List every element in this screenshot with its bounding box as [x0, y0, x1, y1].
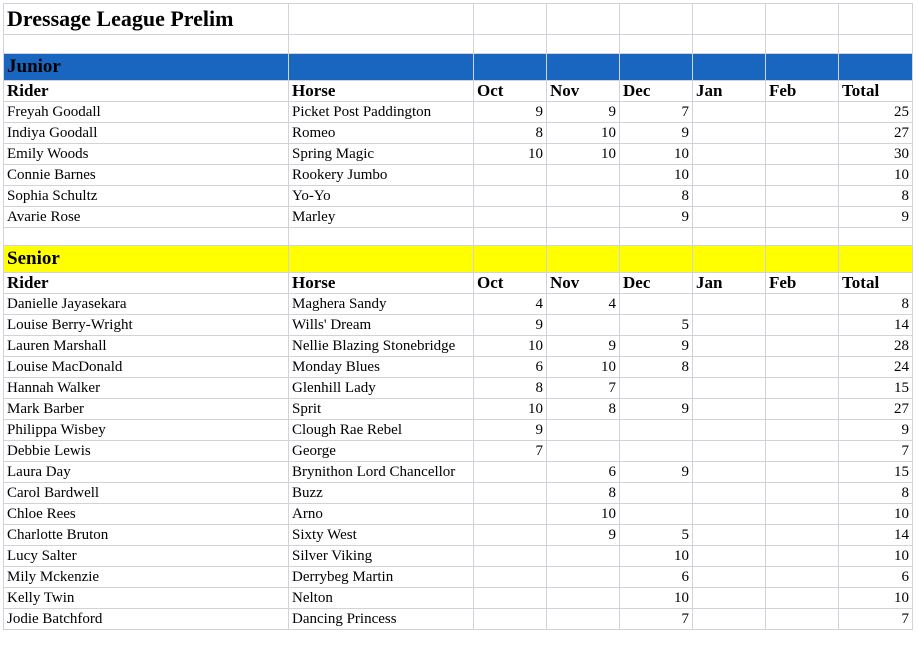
cell-oct[interactable]	[474, 483, 547, 504]
table-row	[4, 567, 913, 588]
cell-jan[interactable]	[693, 399, 766, 420]
cell-feb[interactable]	[766, 588, 839, 609]
cell-nov[interactable]: 10	[547, 357, 620, 378]
table-row	[4, 546, 913, 567]
cell-horse[interactable]: Maghera Sandy	[289, 294, 474, 315]
cell-feb[interactable]	[766, 609, 839, 630]
cell-jan[interactable]	[693, 483, 766, 504]
cell-horse[interactable]: Brynithon Lord Chancellor	[289, 462, 474, 483]
cell-oct[interactable]	[474, 609, 547, 630]
cell-rider[interactable]: Laura Day	[4, 462, 289, 483]
cell-dec[interactable]: 6	[620, 567, 693, 588]
table-row	[4, 102, 913, 123]
cell-horse[interactable]: Picket Post Paddington	[289, 102, 474, 123]
cell-dec[interactable]: 8	[620, 186, 693, 207]
cell-feb[interactable]	[766, 504, 839, 525]
cell-feb[interactable]	[766, 546, 839, 567]
cell-feb[interactable]	[766, 420, 839, 441]
cell[interactable]	[766, 35, 839, 54]
cell-horse[interactable]: Sprit	[289, 399, 474, 420]
cell-feb[interactable]	[766, 567, 839, 588]
cell[interactable]	[547, 4, 620, 35]
column-header-dec[interactable]: Dec	[620, 81, 693, 102]
cell[interactable]	[839, 54, 913, 81]
cell-total[interactable]: 24	[839, 357, 913, 378]
cell-dec[interactable]	[620, 294, 693, 315]
cell-horse[interactable]: Nelton	[289, 588, 474, 609]
cell-nov[interactable]: 7	[547, 378, 620, 399]
cell-nov[interactable]	[547, 420, 620, 441]
cell-jan[interactable]	[693, 588, 766, 609]
table-body	[4, 4, 913, 630]
cell-horse[interactable]: Clough Rae Rebel	[289, 420, 474, 441]
cell[interactable]	[474, 246, 547, 273]
cell-rider[interactable]: Jodie Batchford	[4, 609, 289, 630]
table-row	[4, 294, 913, 315]
cell-dec[interactable]: 9	[620, 399, 693, 420]
cell[interactable]	[766, 4, 839, 35]
cell-total[interactable]: 8	[839, 294, 913, 315]
cell[interactable]	[620, 35, 693, 54]
cell-horse[interactable]: Sixty West	[289, 525, 474, 546]
cell-horse[interactable]: Dancing Princess	[289, 609, 474, 630]
column-header-feb[interactable]: Feb	[766, 81, 839, 102]
cell-jan[interactable]	[693, 504, 766, 525]
table-row	[4, 504, 913, 525]
cell-total[interactable]: 28	[839, 336, 913, 357]
column-header-row	[4, 273, 913, 294]
cell[interactable]	[289, 228, 474, 246]
cell-feb[interactable]	[766, 525, 839, 546]
cell-oct[interactable]	[474, 567, 547, 588]
cell-dec[interactable]: 10	[620, 165, 693, 186]
cell-nov[interactable]: 8	[547, 483, 620, 504]
cell[interactable]	[839, 246, 913, 273]
cell-feb[interactable]	[766, 123, 839, 144]
column-header-jan[interactable]: Jan	[693, 273, 766, 294]
cell-dec[interactable]: 9	[620, 462, 693, 483]
cell-dec[interactable]: 9	[620, 123, 693, 144]
cell-nov[interactable]: 4	[547, 294, 620, 315]
cell[interactable]	[766, 246, 839, 273]
cell-feb[interactable]	[766, 378, 839, 399]
cell-rider[interactable]: Freyah Goodall	[4, 102, 289, 123]
column-header-total[interactable]: Total	[839, 81, 913, 102]
section-title[interactable]: Junior	[4, 54, 289, 81]
cell-nov[interactable]	[547, 315, 620, 336]
cell-jan[interactable]	[693, 186, 766, 207]
table-row	[4, 378, 913, 399]
cell-jan[interactable]	[693, 207, 766, 228]
cell-horse[interactable]: Spring Magic	[289, 144, 474, 165]
cell[interactable]	[547, 246, 620, 273]
cell-nov[interactable]	[547, 165, 620, 186]
cell[interactable]	[474, 54, 547, 81]
table-row	[4, 483, 913, 504]
cell-dec[interactable]: 9	[620, 207, 693, 228]
cell[interactable]	[474, 228, 547, 246]
cell-jan[interactable]	[693, 525, 766, 546]
cell-feb[interactable]	[766, 399, 839, 420]
cell-oct[interactable]	[474, 546, 547, 567]
cell-total[interactable]: 15	[839, 462, 913, 483]
column-header-total[interactable]: Total	[839, 273, 913, 294]
cell-jan[interactable]	[693, 123, 766, 144]
column-header-dec[interactable]: Dec	[620, 273, 693, 294]
cell[interactable]	[289, 54, 474, 81]
cell[interactable]	[839, 4, 913, 35]
cell-total[interactable]: 14	[839, 315, 913, 336]
cell-feb[interactable]	[766, 102, 839, 123]
cell-jan[interactable]	[693, 165, 766, 186]
section-title[interactable]: Senior	[4, 246, 289, 273]
cell-nov[interactable]	[547, 441, 620, 462]
cell[interactable]	[289, 35, 474, 54]
cell[interactable]	[547, 35, 620, 54]
cell[interactable]	[547, 54, 620, 81]
cell[interactable]	[4, 35, 289, 54]
cell-oct[interactable]: 10	[474, 399, 547, 420]
league-table	[3, 3, 913, 630]
cell-jan[interactable]	[693, 336, 766, 357]
cell-nov[interactable]	[547, 609, 620, 630]
spacer-row	[4, 228, 913, 246]
cell-jan[interactable]	[693, 420, 766, 441]
cell-horse[interactable]: Nellie Blazing Stonebridge	[289, 336, 474, 357]
cell-dec[interactable]: 7	[620, 609, 693, 630]
table-row	[4, 165, 913, 186]
cell[interactable]	[693, 228, 766, 246]
cell-feb[interactable]	[766, 441, 839, 462]
cell-jan[interactable]	[693, 378, 766, 399]
cell[interactable]	[4, 228, 289, 246]
cell-dec[interactable]: 7	[620, 102, 693, 123]
table-row	[4, 207, 913, 228]
cell-oct[interactable]: 7	[474, 441, 547, 462]
cell-feb[interactable]	[766, 144, 839, 165]
cell-horse[interactable]: Monday Blues	[289, 357, 474, 378]
table-row	[4, 123, 913, 144]
cell-total[interactable]: 8	[839, 483, 913, 504]
cell-nov[interactable]: 8	[547, 399, 620, 420]
cell-rider[interactable]: Philippa Wisbey	[4, 420, 289, 441]
table-row	[4, 336, 913, 357]
cell-oct[interactable]: 8	[474, 378, 547, 399]
cell-feb[interactable]	[766, 294, 839, 315]
spacer-row	[4, 35, 913, 54]
cell-total[interactable]: 27	[839, 399, 913, 420]
cell-oct[interactable]: 10	[474, 336, 547, 357]
cell-horse[interactable]: Rookery Jumbo	[289, 165, 474, 186]
cell-rider[interactable]: Mily Mckenzie	[4, 567, 289, 588]
cell-total[interactable]: 8	[839, 186, 913, 207]
cell-rider[interactable]: Avarie Rose	[4, 207, 289, 228]
cell[interactable]	[620, 4, 693, 35]
cell-total[interactable]: 10	[839, 588, 913, 609]
cell-total[interactable]: 14	[839, 525, 913, 546]
cell-rider[interactable]: Debbie Lewis	[4, 441, 289, 462]
column-header-oct[interactable]: Oct	[474, 81, 547, 102]
cell-oct[interactable]: 10	[474, 144, 547, 165]
cell[interactable]	[839, 35, 913, 54]
cell-dec[interactable]: 9	[620, 336, 693, 357]
table-row	[4, 609, 913, 630]
table-row	[4, 144, 913, 165]
cell-rider[interactable]: Danielle Jayasekara	[4, 294, 289, 315]
cell-dec[interactable]	[620, 441, 693, 462]
cell-jan[interactable]	[693, 462, 766, 483]
cell-oct[interactable]: 8	[474, 123, 547, 144]
cell-rider[interactable]: Kelly Twin	[4, 588, 289, 609]
cell-feb[interactable]	[766, 483, 839, 504]
title-row	[4, 4, 913, 35]
cell-nov[interactable]: 6	[547, 462, 620, 483]
cell[interactable]	[693, 4, 766, 35]
cell-oct[interactable]	[474, 165, 547, 186]
cell-nov[interactable]: 10	[547, 504, 620, 525]
cell-total[interactable]: 10	[839, 546, 913, 567]
cell-jan[interactable]	[693, 357, 766, 378]
cell-total[interactable]: 27	[839, 123, 913, 144]
cell[interactable]	[474, 4, 547, 35]
cell-rider[interactable]: Carol Bardwell	[4, 483, 289, 504]
cell-rider[interactable]: Indiya Goodall	[4, 123, 289, 144]
cell-horse[interactable]: Romeo	[289, 123, 474, 144]
table-row	[4, 462, 913, 483]
cell-dec[interactable]: 5	[620, 525, 693, 546]
page-title[interactable]: Dressage League Prelim	[4, 4, 289, 35]
cell-rider[interactable]: Charlotte Bruton	[4, 525, 289, 546]
cell-dec[interactable]	[620, 483, 693, 504]
cell-nov[interactable]: 10	[547, 144, 620, 165]
table-row	[4, 420, 913, 441]
cell-feb[interactable]	[766, 186, 839, 207]
cell-oct[interactable]: 9	[474, 315, 547, 336]
cell-horse[interactable]: Silver Viking	[289, 546, 474, 567]
cell-total[interactable]: 9	[839, 420, 913, 441]
cell-horse[interactable]: Yo-Yo	[289, 186, 474, 207]
table-row	[4, 588, 913, 609]
cell-feb[interactable]	[766, 357, 839, 378]
cell[interactable]	[289, 246, 474, 273]
cell-rider[interactable]: Louise Berry-Wright	[4, 315, 289, 336]
cell-oct[interactable]	[474, 207, 547, 228]
table-row	[4, 525, 913, 546]
cell-dec[interactable]	[620, 420, 693, 441]
cell-rider[interactable]: Chloe Rees	[4, 504, 289, 525]
column-header-feb[interactable]: Feb	[766, 273, 839, 294]
cell-feb[interactable]	[766, 165, 839, 186]
column-header-rider[interactable]: Rider	[4, 273, 289, 294]
cell-total[interactable]: 6	[839, 567, 913, 588]
cell-total[interactable]: 30	[839, 144, 913, 165]
column-header-nov[interactable]: Nov	[547, 273, 620, 294]
cell-nov[interactable]	[547, 207, 620, 228]
column-header-jan[interactable]: Jan	[693, 81, 766, 102]
cell-dec[interactable]: 10	[620, 144, 693, 165]
cell-oct[interactable]: 6	[474, 357, 547, 378]
table-row	[4, 399, 913, 420]
cell-total[interactable]: 7	[839, 441, 913, 462]
column-header-oct[interactable]: Oct	[474, 273, 547, 294]
cell-oct[interactable]	[474, 588, 547, 609]
column-header-horse[interactable]: Horse	[289, 81, 474, 102]
column-header-row	[4, 81, 913, 102]
table-row	[4, 315, 913, 336]
cell[interactable]	[839, 228, 913, 246]
cell-jan[interactable]	[693, 609, 766, 630]
cell-horse[interactable]: George	[289, 441, 474, 462]
cell-jan[interactable]	[693, 567, 766, 588]
cell-dec[interactable]	[620, 504, 693, 525]
cell[interactable]	[766, 228, 839, 246]
cell-nov[interactable]: 9	[547, 102, 620, 123]
cell-dec[interactable]: 5	[620, 315, 693, 336]
cell-rider[interactable]: Sophia Schultz	[4, 186, 289, 207]
cell-total[interactable]: 10	[839, 504, 913, 525]
cell-nov[interactable]	[547, 186, 620, 207]
cell-dec[interactable]: 10	[620, 588, 693, 609]
cell-total[interactable]: 25	[839, 102, 913, 123]
cell-rider[interactable]: Connie Barnes	[4, 165, 289, 186]
cell-rider[interactable]: Lauren Marshall	[4, 336, 289, 357]
cell-oct[interactable]: 9	[474, 420, 547, 441]
cell-rider[interactable]: Louise MacDonald	[4, 357, 289, 378]
cell-horse[interactable]: Buzz	[289, 483, 474, 504]
cell-rider[interactable]: Mark Barber	[4, 399, 289, 420]
cell-horse[interactable]: Derrybeg Martin	[289, 567, 474, 588]
cell[interactable]	[289, 4, 474, 35]
cell-horse[interactable]: Glenhill Lady	[289, 378, 474, 399]
column-header-nov[interactable]: Nov	[547, 81, 620, 102]
cell[interactable]	[766, 54, 839, 81]
cell-rider[interactable]: Lucy Salter	[4, 546, 289, 567]
cell-nov[interactable]	[547, 567, 620, 588]
cell-jan[interactable]	[693, 102, 766, 123]
cell-dec[interactable]: 8	[620, 357, 693, 378]
cell-nov[interactable]: 9	[547, 525, 620, 546]
cell[interactable]	[620, 246, 693, 273]
table-row	[4, 186, 913, 207]
cell[interactable]	[547, 228, 620, 246]
column-header-rider[interactable]: Rider	[4, 81, 289, 102]
cell-total[interactable]: 10	[839, 165, 913, 186]
cell-nov[interactable]: 10	[547, 123, 620, 144]
cell[interactable]	[693, 246, 766, 273]
cell-horse[interactable]: Wills' Dream	[289, 315, 474, 336]
cell-feb[interactable]	[766, 207, 839, 228]
cell[interactable]	[620, 228, 693, 246]
cell-feb[interactable]	[766, 315, 839, 336]
cell-rider[interactable]: Hannah Walker	[4, 378, 289, 399]
cell[interactable]	[693, 35, 766, 54]
column-header-horse[interactable]: Horse	[289, 273, 474, 294]
cell-nov[interactable]	[547, 588, 620, 609]
cell-oct[interactable]	[474, 462, 547, 483]
cell-jan[interactable]	[693, 294, 766, 315]
cell[interactable]	[620, 54, 693, 81]
cell-feb[interactable]	[766, 336, 839, 357]
cell-nov[interactable]	[547, 546, 620, 567]
table-row	[4, 357, 913, 378]
cell-jan[interactable]	[693, 546, 766, 567]
cell-total[interactable]: 9	[839, 207, 913, 228]
cell-dec[interactable]: 10	[620, 546, 693, 567]
cell-rider[interactable]: Emily Woods	[4, 144, 289, 165]
cell[interactable]	[474, 35, 547, 54]
cell-nov[interactable]: 9	[547, 336, 620, 357]
cell-feb[interactable]	[766, 462, 839, 483]
section-junior-row	[4, 54, 913, 81]
cell-oct[interactable]	[474, 504, 547, 525]
cell-dec[interactable]	[620, 378, 693, 399]
cell-jan[interactable]	[693, 315, 766, 336]
cell-horse[interactable]: Marley	[289, 207, 474, 228]
cell-total[interactable]: 7	[839, 609, 913, 630]
cell-oct[interactable]	[474, 525, 547, 546]
cell[interactable]	[693, 54, 766, 81]
cell-oct[interactable]	[474, 186, 547, 207]
cell-jan[interactable]	[693, 144, 766, 165]
cell-horse[interactable]: Arno	[289, 504, 474, 525]
cell-oct[interactable]: 4	[474, 294, 547, 315]
cell-total[interactable]: 15	[839, 378, 913, 399]
table-row	[4, 441, 913, 462]
section-senior-row	[4, 246, 913, 273]
cell-jan[interactable]	[693, 441, 766, 462]
cell-oct[interactable]: 9	[474, 102, 547, 123]
